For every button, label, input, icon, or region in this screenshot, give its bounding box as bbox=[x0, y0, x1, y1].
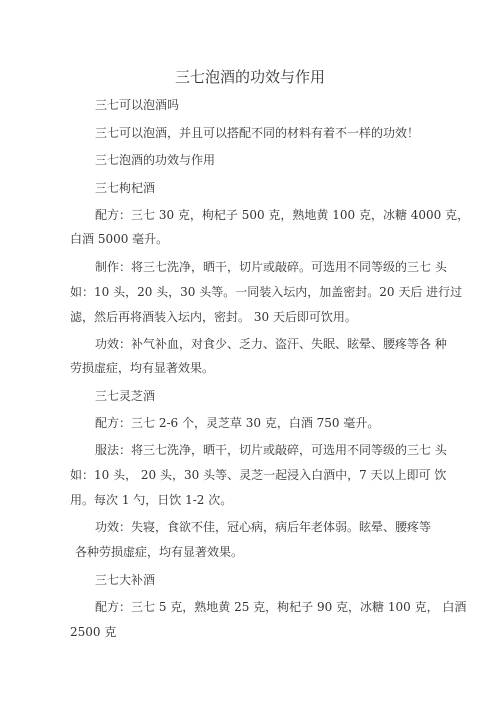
recipe-2-method-line-3: 用。每次 1 勺，日饮 1-2 次。 bbox=[70, 493, 233, 507]
recipe-3-formula-line-1: 配方：三七 5 克，熟地黄 25 克，枸杞子 90 克，冰糖 100 克， 白酒 bbox=[95, 600, 467, 614]
recipe-2-method-line-1: 服法：将三七洗净，晒干，切片或敲碎，可选用不同等级的三七 头 bbox=[95, 443, 447, 457]
question-answer: 三七可以泡酒，并且可以搭配不同的材料有着不一样的功效！ bbox=[95, 126, 420, 140]
recipe-1-method-line-1: 制作：将三七洗净，晒干，切片或敲碎。可选用不同等级的三七 头 bbox=[95, 260, 447, 274]
question-heading: 三七可以泡酒吗 bbox=[95, 98, 180, 112]
recipe-2-effect-line-2: 各种劳损虚症，均有显著效果。 bbox=[75, 545, 244, 559]
recipe-3-name: 三七大补酒 bbox=[95, 573, 156, 587]
recipe-1-effect-line-2: 劳损虚症，均有显著效果。 bbox=[70, 361, 215, 375]
recipe-1-method-line-2: 如：10 头，20 头，30 头等。一同装入坛内，加盖密封。20 天后 进行过 bbox=[70, 285, 463, 299]
recipe-1-effect-line-1: 功效：补气补血，对食少、乏力、盗汗、失眠、眩晕、腰疼等各 种 bbox=[95, 337, 447, 351]
page-title: 三七泡酒的功效与作用 bbox=[174, 68, 325, 86]
recipe-1-name: 三七枸杞酒 bbox=[95, 181, 156, 195]
recipe-1-method-line-3: 滤，然后再将酒装入坛内，密封。 30 天后即可饮用。 bbox=[70, 310, 357, 324]
recipe-1-formula-line-1: 配方：三七 30 克，枸杞子 500 克，熟地黄 100 克，冰糖 4000 克， bbox=[95, 208, 470, 222]
recipe-2-effect-line-1: 功效：失寝，食欲不佳，冠心病，病后年老体弱。眩晕、腰疼等 bbox=[95, 520, 432, 534]
recipe-2-name: 三七灵芝酒 bbox=[95, 389, 156, 403]
section-heading: 三七泡酒的功效与作用 bbox=[95, 153, 216, 167]
recipe-2-method-line-2: 如：10 头， 20 头，30 头等、灵芝一起浸入白酒中，7 天以上即可 饮 bbox=[70, 468, 447, 482]
recipe-2-formula-line-1: 配方：三七 2-6 个，灵芝草 30 克，白酒 750 毫升。 bbox=[95, 416, 380, 430]
recipe-3-formula-line-2: 2500 克 bbox=[70, 625, 117, 639]
recipe-1-formula-line-2: 白酒 5000 毫升。 bbox=[70, 232, 169, 246]
